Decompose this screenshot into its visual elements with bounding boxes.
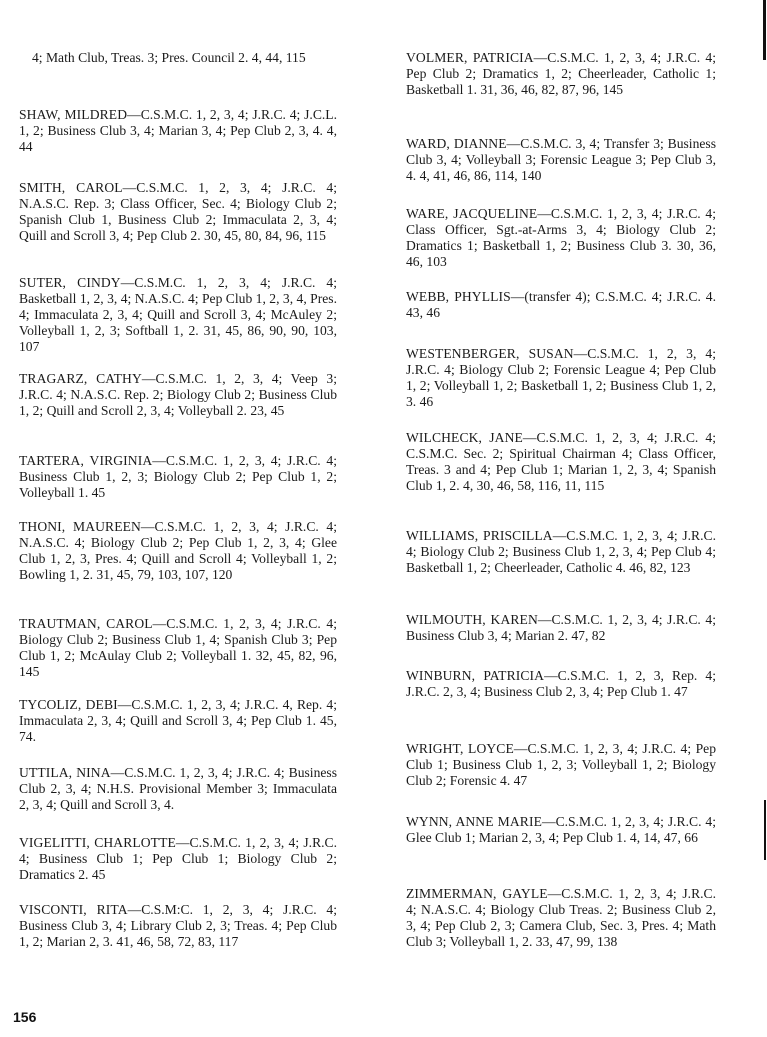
entry-text: —C.S.M.C. 1, 2, 3, 4; J.R.C. 4; Pep Club 1; Business Club 1, 2, 3; Volleyball 1, 2; Biology Club 2; Forensic 4. 47 [406, 741, 716, 789]
entry-text: —C.S.M.C. 1, 2, 3, Rep. 4; J.R.C. 2, 3, 4; Business Club 2, 3, 4; Pep Club 1. 47 [406, 668, 716, 700]
entry-text: —C.S.M.C. 1, 2, 3, 4; J.R.C. 4; Business Club 1, 2, 3; Biology Club 2; Pep Club 1, 2; Volleyball 1. 45 [19, 453, 337, 501]
entry-westenberger-susan [406, 346, 716, 410]
entry-wright-loyce [406, 741, 716, 789]
entry-name: SUTER, CINDY [19, 275, 121, 290]
entry-zimmerman-gayle [406, 886, 716, 950]
entry-uttila-nina [19, 765, 337, 813]
entry-text: —C.S.M.C. 1, 2, 3, 4; J.R.C. 4; Business Club 3, 4; Marian 2. 47, 82 [406, 612, 716, 644]
entry-text: —C.S.M.C. 1, 2, 3, 4; J.R.C. 4; Business Club 2, 3, 4; N.H.S. Provisional Member 3; Immaculata 2, 3, 4; Quill and Scroll 3, 4. [19, 765, 337, 813]
entry-text: —C.S.M.C. 1, 2, 3, 4; J.R.C. 4; Basketball 1, 2, 3, 4; N.A.S.C. 4; Pep Club 1, 2, 3, 4, Pres. 4; Immaculata 2, 3, 4; Quill and Scroll 3, 4; McAuley 2; Volleyball 1, 2, 3; Softball 1, 2. 31, 45, 86, 90, 90, 103, 107 [19, 275, 338, 355]
entry-webb-phyllis [406, 289, 716, 321]
entry-name: TRAUTMAN, CAROL [19, 616, 153, 631]
entry-text: —C.S.M.C. 1, 2, 3, 4; J.R.C. 4; Biology Club 2; Business Club 1, 2, 3, 4; Pep Club 4; Basketball 1, 2; Cheerleader, Catholic 4. 46, 82, 123 [406, 528, 716, 576]
entry-shaw-mildred [19, 107, 337, 155]
entry-name: TYCOLIZ, DEBI [19, 697, 118, 712]
entry-thoni-maureen [19, 519, 337, 583]
entry-smith-carol [19, 180, 337, 244]
entry-text: —C.S.M.C. 1, 2, 3, 4; J.R.C. 4, Rep. 4; Immaculata 2, 3, 4; Quill and Scroll 3, 4; Pep Club 1. 45, 74. [19, 697, 337, 745]
entry-tragarz-cathy [19, 371, 337, 419]
entry-name: WARE, JACQUELINE [406, 206, 538, 221]
entry-suter-cindy [19, 275, 337, 355]
entry-name: VOLMER, PATRICIA [406, 50, 534, 65]
entry-text: —C.S.M.C. 1, 2, 3, 4; J.R.C. 4; J.C.L. 1, 2; Business Club 3, 4; Marian 3, 4; Pep Club 2, 3, 4. 4, 44 [19, 107, 337, 155]
entry-text: —C.S.M.C. 1, 2, 3, 4; J.R.C. 4; Class Officer, Sgt.-at-Arms 3, 4; Biology Club 2; Dramatics 1; Basketball 1, 2; Business Club 3. 30, 36, 46, 103 [406, 206, 716, 270]
entry-text: —C.S.M.C. 1, 2, 3, 4; J.R.C. 4; N.A.S.C. Rep. 3; Class Officer, Sec. 4; Biology Club 2; Spanish Club 1, Business Club 2; Immaculata 2, 3, 4; Quill and Scroll 3, 4; Pep Club 2. 30, 45, 80, 84, 96, 115 [19, 180, 337, 244]
entry-winburn-patricia [406, 668, 716, 700]
entry-name: UTTILA, NINA [19, 765, 111, 780]
entry-name: WINBURN, PATRICIA [406, 668, 545, 683]
entry-text: —C.S.M.C. 1, 2, 3, 4; Veep 3; J.R.C. 4; N.A.S.C. Rep. 2; Biology Club 2; Business Club 1, 2; Quill and Scroll 2, 3, 4; Volleyball 2. 23, 45 [19, 371, 337, 419]
entry-text: —C.S.M.C. 1, 2, 3, 4; J.R.C. 4; Glee Club 1; Marian 2, 3, 4; Pep Club 1. 4, 14, 47, 66 [406, 814, 716, 846]
entry-name: TARTERA, VIRGINIA [19, 453, 153, 468]
entry-text: —C.S.M.C. 1, 2, 3, 4; J.R.C. 4; Biology Club 2; Forensic League 4; Pep Club 1, 2; Volleyball 1, 2; Basketball 1, 2; Business Club 1, 2, 3. 46 [406, 346, 716, 410]
entry-text: 4; Math Club, Treas. 3; Pres. Council 2. 4, 44, 115 [32, 50, 306, 65]
entry-wilmouth-karen [406, 612, 716, 644]
entry-tartera-virginia [19, 453, 337, 501]
entry-name: WRIGHT, LOYCE [406, 741, 514, 756]
entry-text: —C.S.M:C. 1, 2, 3, 4; J.R.C. 4; Business Club 3, 4; Library Club 2, 3; Treas. 4; Pep Club 1, 2; Marian 2, 3. 41, 46, 58, 72, 83, 117 [19, 902, 337, 950]
entry-tycoliz-debi [19, 697, 337, 745]
entry-name: WESTENBERGER, SUSAN [406, 346, 574, 361]
entry-text: —C.S.M.C. 1, 2, 3, 4; J.R.C. 4; Biology Club 2; Business Club 1, 4; Spanish Club 3; Pep Club 1, 2; McAulay Club 2; Volleyball 1. 32, 45, 82, 96, 145 [19, 616, 337, 680]
entry-name: WEBB, PHYLLIS [406, 289, 511, 304]
entry-name: WILCHECK, JANE [406, 430, 523, 445]
entry-ware-jacqueline [406, 206, 716, 270]
page-number: 156 [13, 1009, 37, 1025]
entry-visconti-rita [19, 902, 337, 950]
entry-ward-dianne [406, 136, 716, 184]
entry-name: VIGELITTI, CHARLOTTE [19, 835, 176, 850]
entry-name: SMITH, CAROL [19, 180, 123, 195]
entry-text: —C.S.M.C. 3, 4; Transfer 3; Business Club 3, 4; Volleyball 3; Forensic League 3; Pep Club 3, 4. 4, 41, 46, 86, 114, 140 [406, 136, 716, 184]
entry-name: WYNN, ANNE MARIE [406, 814, 542, 829]
entry-name: VISCONTI, RITA [19, 902, 128, 917]
entry-name: WARD, DIANNE [406, 136, 507, 151]
scan-edge-mark [764, 800, 766, 860]
entry-name: SHAW, MILDRED [19, 107, 128, 122]
scan-edge-mark [763, 0, 766, 60]
entry-text: —C.S.M.C. 1, 2, 3, 4; J.R.C. 4; C.S.M.C. Sec. 2; Spiritual Chairman 4; Class Officer, Treas. 3 and 4; Pep Club 1; Marian 1, 2, 3, 4; Spanish Club 1, 2. 4, 30, 46, 58, 116, 11, 115 [406, 430, 716, 494]
entry-text: —C.S.M.C. 1, 2, 3, 4; J.R.C. 4; N.A.S.C. 4; Biology Club Treas. 2; Business Club 2, 3, 4; Pep Club 2, 3; Camera Club, Sec. 3, Pres. 4; Math Club 3; Volleyball 1, 2. 33, 47, 99, 138 [406, 886, 716, 950]
entry-text: —C.S.M.C. 1, 2, 3, 4; J.R.C. 4; Business Club 1; Pep Club 1; Biology Club 2; Dramatics 2. 45 [19, 835, 337, 883]
entry-williams-priscilla [406, 528, 716, 576]
entry-wynn-anne-marie [406, 814, 716, 846]
entry-name: TRAGARZ, CATHY [19, 371, 142, 386]
entry-name: WILMOUTH, KAREN [406, 612, 538, 627]
entry-text: —(transfer 4); C.S.M.C. 4; J.R.C. 4. 43, 46 [406, 289, 716, 321]
entry-name: WILLIAMS, PRISCILLA [406, 528, 553, 543]
entry-text: —C.S.M.C. 1, 2, 3, 4; J.R.C. 4; N.A.S.C. 4; Biology Club 2; Pep Club 1, 2, 3, 4; Glee Club 1, 2, 3, Pres. 4; Quill and Scroll 4; Volleyball 1, 2; Bowling 1, 2. 31, 45, 79, 103, 107, 120 [19, 519, 337, 583]
entry-name: ZIMMERMAN, GAYLE [406, 886, 548, 901]
entry-trautman-carol [19, 616, 337, 680]
entry-wilcheck-jane [406, 430, 716, 494]
entry-name: THONI, MAUREEN [19, 519, 141, 534]
entry-volmer-patricia [406, 50, 716, 98]
entry-vigelitti-charlotte [19, 835, 337, 883]
entry-text: —C.S.M.C. 1, 2, 3, 4; J.R.C. 4; Pep Club 2; Dramatics 1, 2; Cheerleader, Catholic 1; Basketball 1. 31, 36, 46, 82, 87, 96, 145 [406, 50, 716, 98]
entry-continuation [19, 50, 350, 66]
